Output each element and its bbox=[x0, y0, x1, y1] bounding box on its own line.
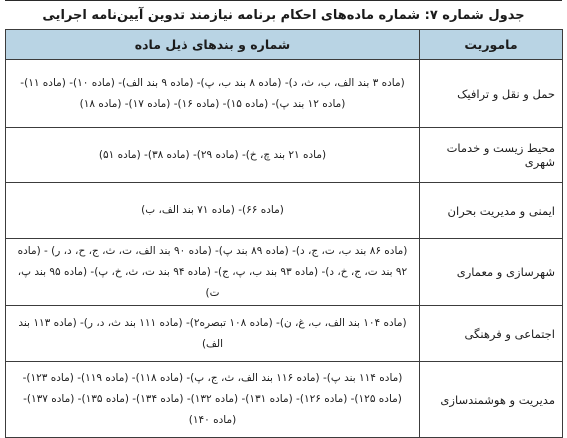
table-row bbox=[6, 183, 563, 239]
table-header-row bbox=[6, 30, 563, 60]
mission-cell: حمل و نقل و ترافیک bbox=[420, 60, 563, 128]
table-caption: جدول شماره ۷: شماره ماده‌های احکام برنامه نیازمند تدوین آیین‌نامه اجرایی bbox=[5, 0, 562, 29]
table-row bbox=[6, 60, 563, 128]
table-row bbox=[6, 362, 563, 438]
table-row bbox=[6, 128, 563, 183]
header-items: شماره و بندهای ذیل ماده bbox=[6, 30, 420, 60]
table-row bbox=[6, 239, 563, 306]
items-cell: (ماده ۱۰۴ بند الف، ب، غ، ن)- (ماده ۱۰۸ تبصره۲)- (ماده ۱۱۱ بند ث، د، ر)- (ماده ۱۱۳ بند الف) bbox=[6, 306, 420, 362]
header-mission: ماموریت bbox=[420, 30, 563, 60]
items-cell: (ماده ۲۱ بند چ، خ)- (ماده ۲۹)- (ماده ۳۸)- (ماده ۵۱) bbox=[6, 128, 420, 183]
mission-cell: ایمنی و مدیریت بحران bbox=[420, 183, 563, 239]
items-cell: (ماده ۱۱۴ بند پ)- (ماده ۱۱۶ بند الف، ث، ج، پ)- (ماده ۱۱۸)- (ماده ۱۱۹)- (ماده ۱۲۳)- (ماده ۱۲۵)- (ماده ۱۲۶)- (ماده ۱۳۱)- (ماده ۱۳۲)- (ماده ۱۳۴)- (ماده ۱۳۵)- (ماده ۱۳۷)- (ماده ۱۴۰) bbox=[6, 362, 420, 438]
items-cell: (ماده ۶۶)- (ماده ۷۱ بند الف، ب) bbox=[6, 183, 420, 239]
table-row bbox=[6, 306, 563, 362]
mission-cell: اجتماعی و فرهنگی bbox=[420, 306, 563, 362]
items-cell: (ماده ۸۶ بند ب، ت، ج، د)- (ماده ۸۹ بند پ)- (ماده ۹۰ بند الف، ت، ث، ج، ح، د، ر) - (ماده ۹۲ بند ت، ج، خ، د)- (ماده ۹۳ بند ب، پ، ج)- (ماده ۹۴ بند ت، ث، خ، پ)- (ماده ۹۵ بند پ، ت) bbox=[6, 239, 420, 306]
mission-cell: محیط زیست و خدمات شهری bbox=[420, 128, 563, 183]
items-cell: (ماده ۳ بند الف، ب، ث، د)- (ماده ۸ بند ب، پ)- (ماده ۹ بند الف)- (ماده ۱۰)- (ماده ۱۱)- (ماده ۱۲ بند پ)- (ماده ۱۵)- (ماده ۱۶)- (ماده ۱۷)- (ماده ۱۸) bbox=[6, 60, 420, 128]
mission-cell: شهرسازی و معماری bbox=[420, 239, 563, 306]
mission-cell: مدیریت و هوشمندسازی bbox=[420, 362, 563, 438]
articles-table bbox=[5, 29, 563, 438]
